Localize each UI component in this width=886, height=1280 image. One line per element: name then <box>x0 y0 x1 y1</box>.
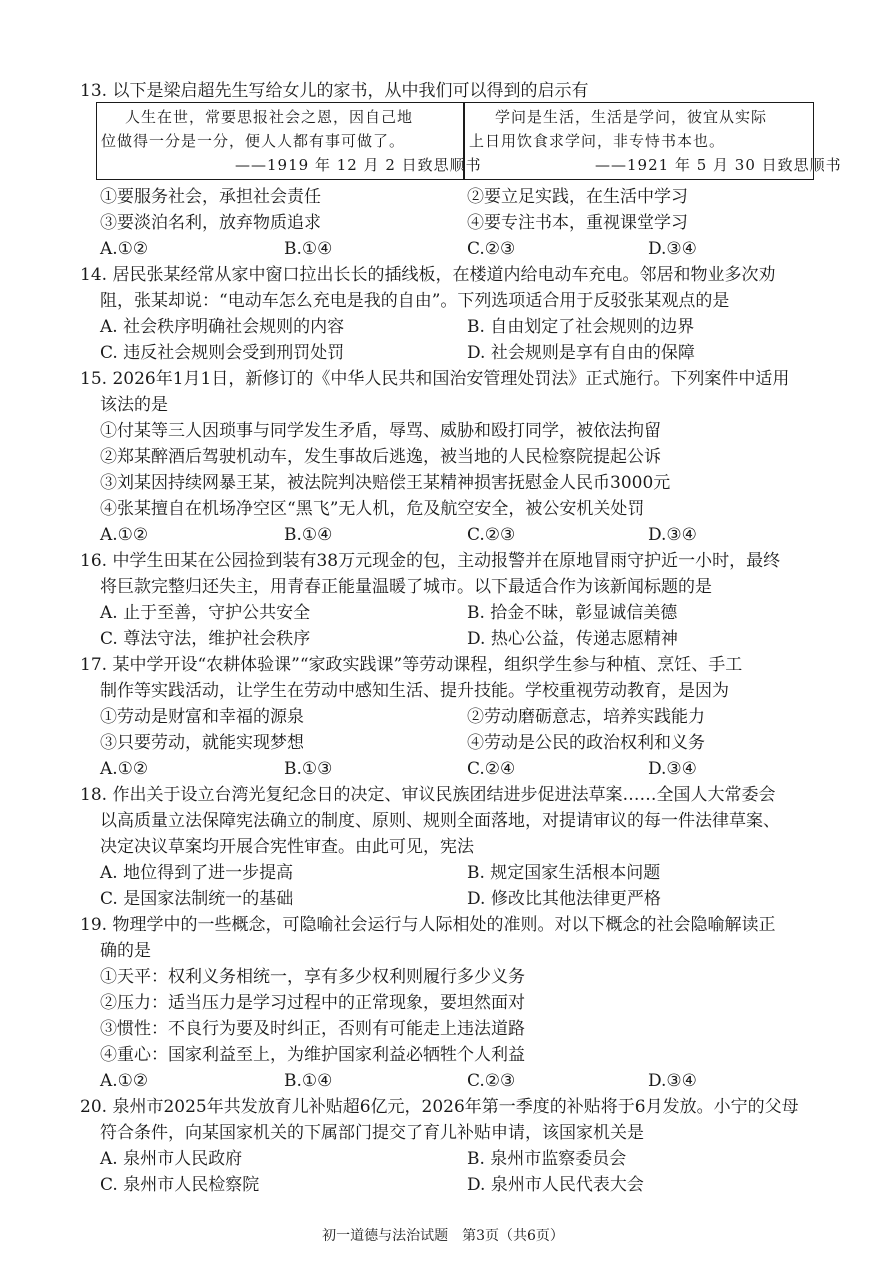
q15-choice-d: D.③④ <box>648 525 697 545</box>
q17-choice-d: D.③④ <box>648 759 697 779</box>
q14-choice-a: A. 社会秩序明确社会规则的内容 <box>100 317 345 337</box>
q19-stem-line1: 19. 物理学中的一些概念，可隐喻社会运行与人际相处的准则。对以下概念的社会隐喻解读正 <box>80 915 776 935</box>
q13-choice-b: B.①④ <box>284 239 333 259</box>
q20-choice-a: A. 泉州市人民政府 <box>100 1149 243 1169</box>
quote-left-source: ——1919 年 12 月 2 日致思顺书 <box>235 156 482 174</box>
q20-choice-d: D. 泉州市人民代表大会 <box>467 1175 644 1195</box>
q18-choice-d: D. 修改比其他法律更严格 <box>467 889 661 909</box>
q16-choice-d: D. 热心公益，传递志愿精神 <box>467 629 678 649</box>
q18-stem-line1: 18. 作出关于设立台湾光复纪念日的决定、审议民族团结进步促进法草案……全国人大常委会 <box>80 785 776 805</box>
q16-choice-a: A. 止于至善，守护公共安全 <box>100 603 311 623</box>
q14-stem-line2: 阻，张某却说：“电动车怎么充电是我的自由”。下列选项适合用于反驳张某观点的是 <box>100 291 730 311</box>
q13-choice-c: C.②③ <box>467 239 516 259</box>
q16-stem-line1: 16. 中学生田某在公园捡到装有38万元现金的包，主动报警并在原地冒雨守护近一小时，最终 <box>80 551 781 571</box>
q15-item-4: ④张某擅自在机场净空区“黑飞”无人机，危及航空安全，被公安机关处罚 <box>100 499 645 519</box>
q17-item-2: ②劳动磨砺意志，培养实践能力 <box>467 707 705 727</box>
quote-right-source: ——1921 年 5 月 30 日致思顺书 <box>595 156 842 174</box>
q20-stem-line2: 符合条件，向某国家机关的下属部门提交了育儿补贴申请，该国家机关是 <box>100 1123 644 1143</box>
q17-stem-line1: 17. 某中学开设“农耕体验课”“家政实践课”等劳动课程，组织学生参与种植、烹饪、手工 <box>80 655 743 675</box>
quote-left-line2: 位做得一分是一分，便人人都有事可做了。 <box>101 132 406 150</box>
quote-right-line1: 学问是生活，生活是学问，彼宜从实际 <box>495 108 768 126</box>
q19-item-1: ①天平：权利义务相统一，享有多少权利则履行多少义务 <box>100 967 525 987</box>
q17-choice-b: B.①③ <box>284 759 333 779</box>
q19-choice-b: B.①④ <box>284 1071 333 1091</box>
q20-stem-line1: 20. 泉州市2025年共发放育儿补贴超6亿元，2026年第一季度的补贴将于6月发放。小宁的父母 <box>80 1097 799 1117</box>
q19-stem-line2: 确的是 <box>100 941 151 961</box>
q16-stem-line2: 将巨款完整归还失主，用青春正能量温暖了城市。以下最适合作为该新闻标题的是 <box>100 577 712 597</box>
q16-choice-b: B. 拾金不昧，彰显诚信美德 <box>467 603 678 623</box>
q13-item-2: ②要立足实践，在生活中学习 <box>467 187 688 207</box>
q14-choice-b: B. 自由划定了社会规则的边界 <box>467 317 695 337</box>
q15-stem-line1: 15. 2026年1月1日，新修订的《中华人民共和国治安管理处罚法》正式施行。下列案件中适用 <box>80 369 790 389</box>
q15-stem-line2: 该法的是 <box>100 395 168 415</box>
q15-choice-a: A.①② <box>100 525 149 545</box>
q15-item-1: ①付某等三人因琐事与同学发生矛盾，辱骂、威胁和殴打同学，被依法拘留 <box>100 421 661 441</box>
quote-left-line1: 人生在世，常要思报社会之恩，因自己地 <box>125 108 414 126</box>
q13-item-1: ①要服务社会，承担社会责任 <box>100 187 321 207</box>
q15-item-2: ②郑某醉酒后驾驶机动车，发生事故后逃逸，被当地的人民检察院提起公诉 <box>100 447 661 467</box>
q18-stem-line2: 以高质量立法保障宪法确立的制度、原则、规则全面落地，对提请审议的每一件法律草案、 <box>100 811 780 831</box>
q20-choice-c: C. 泉州市人民检察院 <box>100 1175 260 1195</box>
q17-stem-line2: 制作等实践活动，让学生在劳动中感知生活、提升技能。学校重视劳动教育，是因为 <box>100 681 729 701</box>
q15-item-3: ③刘某因持续网暴王某，被法院判决赔偿王某精神损害抚慰金人民币3000元 <box>100 473 671 493</box>
q19-item-3: ③惯性：不良行为要及时纠正，否则有可能走上违法道路 <box>100 1019 525 1039</box>
q13-item-3: ③要淡泊名利，放弃物质追求 <box>100 213 321 233</box>
quote-right-line2: 上日用饮食求学问，非专恃书本也。 <box>469 132 726 150</box>
q15-choice-c: C.②③ <box>467 525 516 545</box>
q20-choice-b: B. 泉州市监察委员会 <box>467 1149 627 1169</box>
q17-item-4: ④劳动是公民的政治权利和义务 <box>467 733 705 753</box>
q14-choice-c: C. 违反社会规则会受到刑罚处罚 <box>100 343 345 363</box>
q19-item-4: ④重心：国家利益至上，为维护国家利益必牺牲个人利益 <box>100 1045 525 1065</box>
q13-choice-a: A.①② <box>100 239 149 259</box>
q14-choice-d: D. 社会规则是享有自由的保障 <box>467 343 695 363</box>
q19-choice-c: C.②③ <box>467 1071 516 1091</box>
q19-choice-d: D.③④ <box>648 1071 697 1091</box>
q18-stem-line3: 决定决议草案均开展合宪性审查。由此可见，宪法 <box>100 837 474 857</box>
page-footer: 初一道德与法治试题 第3页（共6页） <box>322 1228 564 1244</box>
q19-choice-a: A.①② <box>100 1071 149 1091</box>
q13-item-4: ④要专注书本，重视课堂学习 <box>467 213 688 233</box>
q18-choice-a: A. 地位得到了进一步提高 <box>100 863 294 883</box>
q13-quote-table <box>96 102 842 180</box>
q17-item-3: ③只要劳动，就能实现梦想 <box>100 733 304 753</box>
q18-choice-b: B. 规定国家生活根本问题 <box>467 863 661 883</box>
q18-choice-c: C. 是国家法制统一的基础 <box>100 889 294 909</box>
q19-item-2: ②压力：适当压力是学习过程中的正常现象，要坦然面对 <box>100 993 525 1013</box>
q17-item-1: ①劳动是财富和幸福的源泉 <box>100 707 304 727</box>
q17-choice-c: C.②④ <box>467 759 516 779</box>
q13-choice-d: D.③④ <box>648 239 697 259</box>
q15-choice-b: B.①④ <box>284 525 333 545</box>
q17-choice-a: A.①② <box>100 759 149 779</box>
q14-stem-line1: 14. 居民张某经常从家中窗口拉出长长的插线板，在楼道内给电动车充电。邻居和物业多次劝 <box>80 265 776 285</box>
q13-stem: 13. 以下是梁启超先生写给女儿的家书，从中我们可以得到的启示有 <box>80 81 589 101</box>
q16-choice-c: C. 尊法守法，维护社会秩序 <box>100 629 311 649</box>
